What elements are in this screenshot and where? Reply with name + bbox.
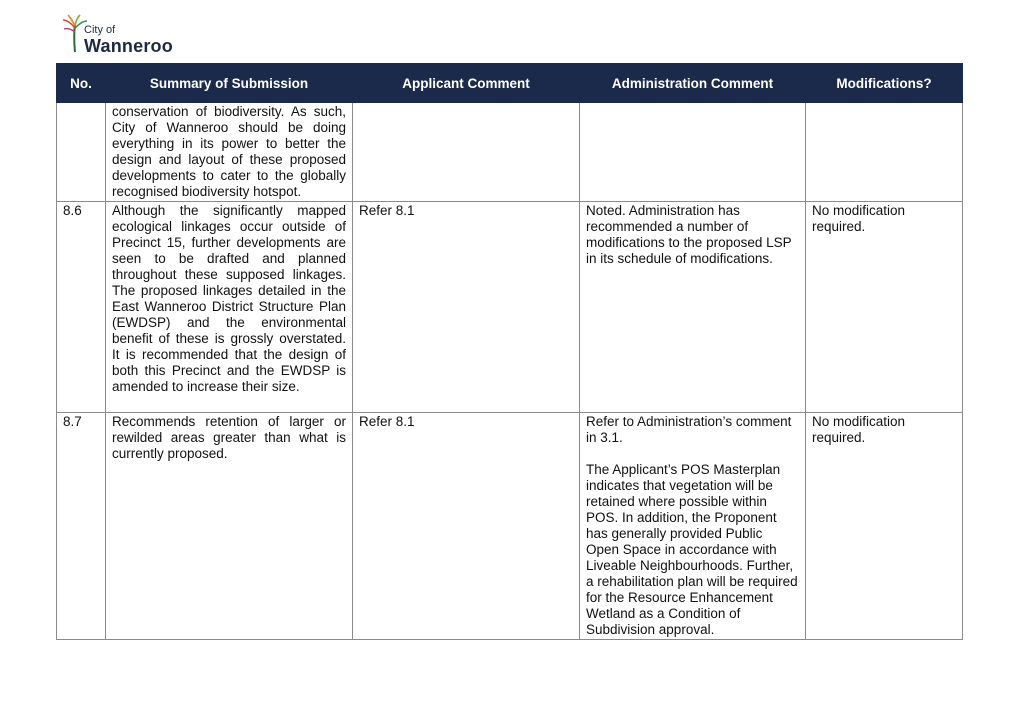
- cell-administration: [580, 413, 806, 640]
- header-administration: Administration Comment: [580, 64, 806, 103]
- cell-modifications: [806, 103, 963, 202]
- city-of-wanneroo-logo: [62, 14, 192, 60]
- logo-line-1: City of: [84, 24, 116, 36]
- submissions-table: [56, 63, 963, 640]
- cell-no: 8.6: [57, 202, 106, 413]
- cell-summary: conservation of biodiversity. As such, City of Wanneroo should be doing everything in its power to better the design and layout of these proposed developments to cater to the globally recognised biodiversity hotspot.: [106, 103, 353, 202]
- cell-applicant: Refer 8.1: [353, 202, 580, 413]
- header-summary: Summary of Submission: [106, 64, 353, 103]
- table-header-row: [57, 64, 963, 103]
- cell-applicant: [353, 103, 580, 202]
- administration-paragraph-1: Refer to Administration’s comment in 3.1.: [586, 414, 792, 445]
- cell-administration: [580, 103, 806, 202]
- cell-summary: Recommends retention of larger or rewilded areas greater than what is currently proposed.: [106, 413, 353, 640]
- table-row: [57, 103, 963, 202]
- cell-modifications: No modification required.: [806, 202, 963, 413]
- table-row: [57, 202, 963, 413]
- header-applicant: Applicant Comment: [353, 64, 580, 103]
- header-modifications: Modifications?: [806, 64, 963, 103]
- header-no: No.: [57, 64, 106, 103]
- cell-applicant: Refer 8.1: [353, 413, 580, 640]
- table-row: [57, 413, 963, 640]
- logo-line-2: Wanneroo: [84, 36, 173, 56]
- administration-paragraph-2: The Applicant’s POS Masterplan indicates that vegetation will be retained where possible within POS. In addition, the Proponent has generally provided Public Open Space in accordance with Liveable Neighbourhoods. Further, a rehabilitation plan will be required for the Resource Enhancement Wetland as a Condition of Subdivision approval.: [586, 462, 798, 637]
- cell-summary: Although the significantly mapped ecological linkages occur outside of Precinct 15, further developments are seen to be drafted and planned throughout these supposed linkages. The proposed linkages detailed in the East Wanneroo District Structure Plan (EWDSP) and the environmental benefit of these is grossly overstated. It is recommended that the design of both this Precinct and the EWDSP is amended to increase their size.: [106, 202, 353, 413]
- cell-administration: Noted. Administration has recommended a number of modifications to the proposed LSP in its schedule of modifications.: [580, 202, 806, 413]
- cell-no: [57, 103, 106, 202]
- cell-modifications: No modification required.: [806, 413, 963, 640]
- cell-no: 8.7: [57, 413, 106, 640]
